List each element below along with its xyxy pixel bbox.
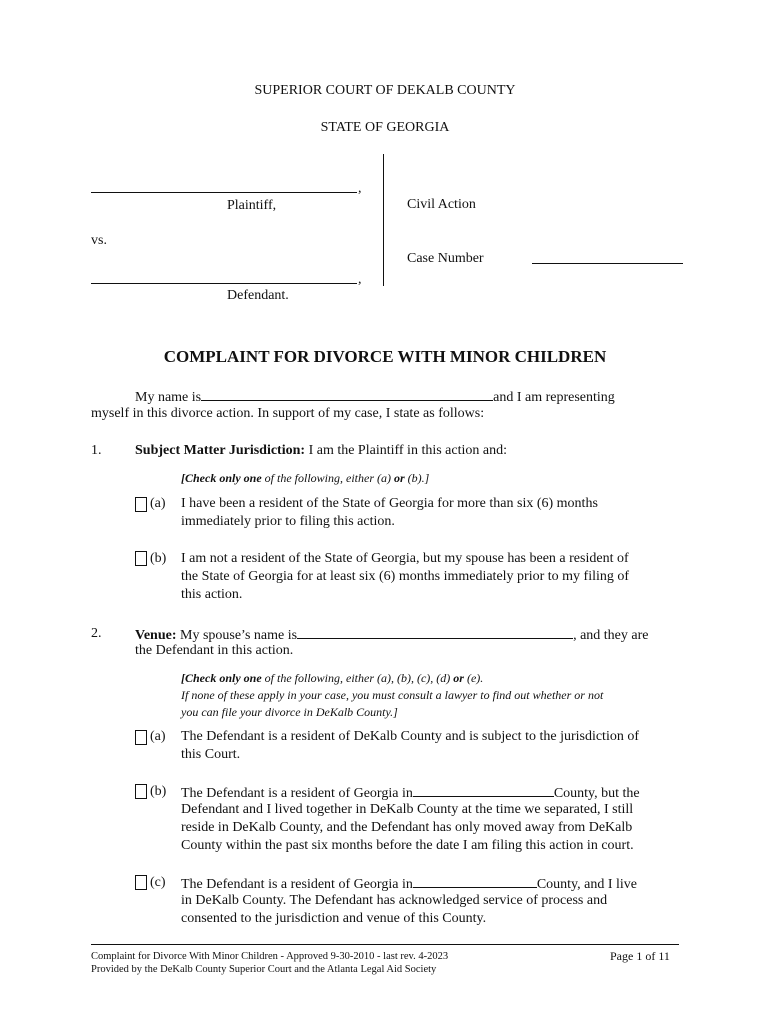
intro-name-prefix: My name is	[135, 390, 202, 405]
civil-action-label: Civil Action	[407, 197, 476, 212]
s2-option-c-checkbox[interactable]	[135, 875, 147, 890]
page-number: Page 1 of 11	[610, 949, 670, 963]
section-1-heading	[135, 442, 507, 460]
s2-option-b-line-4: County within the past six months before the date I am filing this action in court.	[181, 838, 634, 853]
section-2-heading-end: , and they are	[573, 628, 649, 643]
s2b-county-field[interactable]	[413, 783, 554, 797]
plaintiff-comma: ,	[358, 181, 362, 196]
spouse-name-field[interactable]	[297, 625, 573, 639]
s1-option-a-letter: (a)	[150, 496, 166, 511]
s1-option-b-line-3: this action.	[181, 587, 243, 602]
s2-option-c-line-1	[181, 874, 637, 894]
s2-option-b-line-1	[181, 783, 640, 803]
s2-option-c-letter: (c)	[150, 875, 166, 890]
state-name: STATE OF GEORGIA	[320, 120, 450, 135]
section-1-number: 1.	[91, 443, 102, 458]
s2-instr-mid: of the following, either (a), (b), (c), (d)	[261, 671, 454, 685]
section-1-heading-rest: I am the Plaintiff in this action and:	[305, 443, 507, 458]
section-2-heading-bold: Venue:	[135, 628, 177, 643]
section-1-instruction	[181, 469, 429, 487]
s2-instr-or: or	[453, 671, 464, 685]
s2-option-a-letter: (a)	[150, 729, 166, 744]
section-2-instruction-3: you can file your divorce in DeKalb County.]	[181, 705, 398, 719]
s2-option-a-line-1: The Defendant is a resident of DeKalb County and is subject to the jurisdiction of	[181, 729, 640, 744]
my-name-field[interactable]	[201, 387, 493, 401]
section-2-heading-rest: My spouse’s name is	[176, 628, 298, 643]
s1-instr-end: (b).]	[404, 471, 430, 485]
s1-option-a-checkbox[interactable]	[135, 497, 147, 512]
s2c-county-field[interactable]	[413, 874, 537, 888]
s2-instr-end: (e).	[463, 671, 484, 685]
intro-name-suffix: and I am representing	[493, 390, 615, 405]
section-2-instruction-1	[181, 669, 483, 687]
intro-line-2: myself in this divorce action. In support of my case, I state as follows:	[91, 406, 485, 421]
s2-option-a-checkbox[interactable]	[135, 730, 147, 745]
vs-label: vs.	[91, 233, 107, 248]
s1-instr-or: or	[394, 471, 405, 485]
s1-option-b-line-1: I am not a resident of the State of Georgia, but my spouse has been a resident of	[181, 551, 629, 566]
defendant-label: Defendant.	[227, 288, 289, 303]
document-title: COMPLAINT FOR DIVORCE WITH MINOR CHILDREN	[163, 347, 607, 366]
s1-option-b-line-2: the State of Georgia for at least six (6) months immediately prior to my filing of	[181, 569, 630, 584]
defendant-name-line[interactable]	[91, 283, 357, 284]
case-number-label: Case Number	[407, 251, 484, 266]
s2-option-c-line-2: in DeKalb County. The Defendant has acknowledged service of process and	[181, 893, 608, 908]
s2-option-a-line-2: this Court.	[181, 747, 241, 762]
caption-divider	[383, 154, 384, 286]
court-name: SUPERIOR COURT OF DEKALB COUNTY	[254, 83, 516, 98]
section-2-number: 2.	[91, 626, 102, 641]
s1-instr-mid: of the following, either (a)	[261, 471, 394, 485]
s2-option-b-line-2: Defendant and I lived together in DeKalb County at the time we separated, I still	[181, 802, 634, 817]
s2-option-b-letter: (b)	[150, 784, 167, 799]
s1-instr-bold: [Check only one	[181, 471, 262, 485]
defendant-comma: ,	[358, 272, 362, 287]
s2-option-b-checkbox[interactable]	[135, 784, 147, 799]
plaintiff-name-line[interactable]	[91, 192, 357, 193]
s2b-line1-pre: The Defendant is a resident of Georgia in	[181, 786, 413, 801]
footer-line-2: Provided by the DeKalb County Superior Court and the Atlanta Legal Aid Society	[91, 964, 437, 975]
section-2-line-2: the Defendant in this action.	[135, 643, 294, 658]
s1-option-b-checkbox[interactable]	[135, 551, 147, 566]
s2c-line1-post: County, and I live	[536, 877, 638, 892]
s1-option-a-line-1: I have been a resident of the State of Georgia for more than six (6) months	[181, 496, 598, 511]
section-1-heading-bold: Subject Matter Jurisdiction:	[135, 443, 306, 458]
s2-instr-bold: [Check only one	[181, 671, 262, 685]
plaintiff-label: Plaintiff,	[227, 198, 277, 213]
s1-option-a-line-2: immediately prior to filing this action.	[181, 514, 395, 529]
s2c-line1-pre: The Defendant is a resident of Georgia in	[181, 877, 413, 892]
footer-rule	[91, 944, 679, 945]
section-2-instruction-2: If none of these apply in your case, you must consult a lawyer to find out whether or not	[181, 688, 604, 702]
case-number-line[interactable]	[532, 263, 683, 264]
s2-option-b-line-3: reside in DeKalb County, and the Defendant has only moved away from DeKalb	[181, 820, 633, 835]
s2b-line1-post: County, but the	[553, 786, 640, 801]
intro-line-1	[135, 387, 615, 407]
s2-option-c-line-3: consented to the jurisdiction and venue of this County.	[181, 911, 487, 926]
s1-option-b-letter: (b)	[150, 551, 167, 566]
footer-line-1: Complaint for Divorce With Minor Children - Approved 9-30-2010 - last rev. 4-2023	[91, 951, 449, 962]
